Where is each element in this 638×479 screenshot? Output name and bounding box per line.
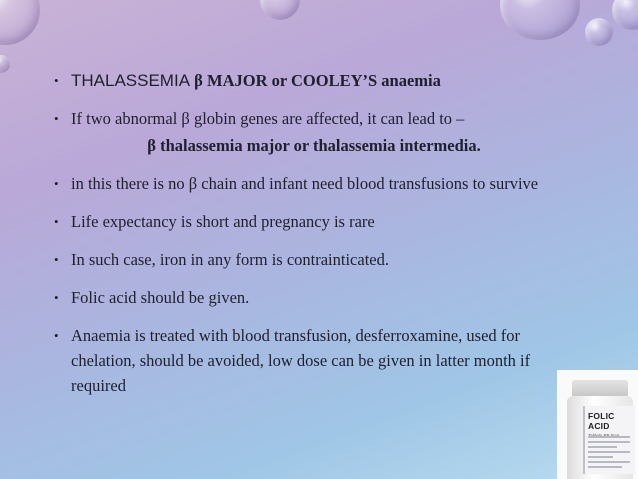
bullet-marker: • — [54, 214, 59, 229]
bullet-text: In such case, iron in any form is contrainticated. — [71, 250, 389, 269]
bubble-left-edge — [0, 55, 10, 73]
bullet-anaemia-treatment — [54, 323, 551, 398]
bullet-text: in this there is no β chain and infant need blood transfusions to survive — [71, 174, 539, 193]
bullet-text: Anaemia is treated with blood transfusion, desferroxamine, used for chelation, should be avoided, low dose can be given in latter month if required — [71, 326, 531, 395]
bottle-label-title: FOLIC ACID — [588, 411, 615, 431]
bullet-marker: • — [54, 252, 59, 267]
bubble-top-left — [0, 0, 40, 45]
bottle-label — [583, 406, 635, 474]
slide-content — [54, 68, 614, 411]
thalassemia-heading: THALASSEMIA — [71, 71, 191, 90]
bullet-text: Life expectancy is short and pregnancy is rare — [71, 212, 375, 231]
bullet-two-abnormal-genes — [54, 106, 614, 131]
bubble-top-mid — [260, 0, 300, 20]
bullet-marker: • — [54, 73, 59, 88]
bullet-folic-acid — [54, 285, 614, 310]
bubble-top-right-large — [500, 0, 580, 40]
cooleys-anaemia-heading: β MAJOR or COOLEY’S anaemia — [190, 71, 441, 90]
bullet-marker: • — [54, 111, 59, 126]
bullet-marker: • — [54, 290, 59, 305]
bullet-thalassemia-major — [54, 68, 614, 93]
bottle-label-fine-print — [588, 436, 630, 471]
bubble-top-right-small — [585, 18, 613, 46]
bullet-marker: • — [54, 176, 59, 191]
bullet-text: If two abnormal β globin genes are affected, it can lead to – — [71, 109, 465, 128]
bullet-no-beta-chain — [54, 171, 614, 196]
bullet-marker: • — [54, 328, 59, 343]
bullet-iron-contraindicated — [54, 247, 614, 272]
bubble-right-edge — [612, 0, 638, 30]
centered-bold-line: β thalassemia major or thalassemia intermedia. — [147, 136, 481, 155]
bullet-life-expectancy — [54, 209, 614, 234]
bottle-cap — [572, 380, 628, 396]
folic-acid-bottle-image — [557, 370, 638, 479]
bullet-text: Folic acid should be given. — [71, 288, 250, 307]
